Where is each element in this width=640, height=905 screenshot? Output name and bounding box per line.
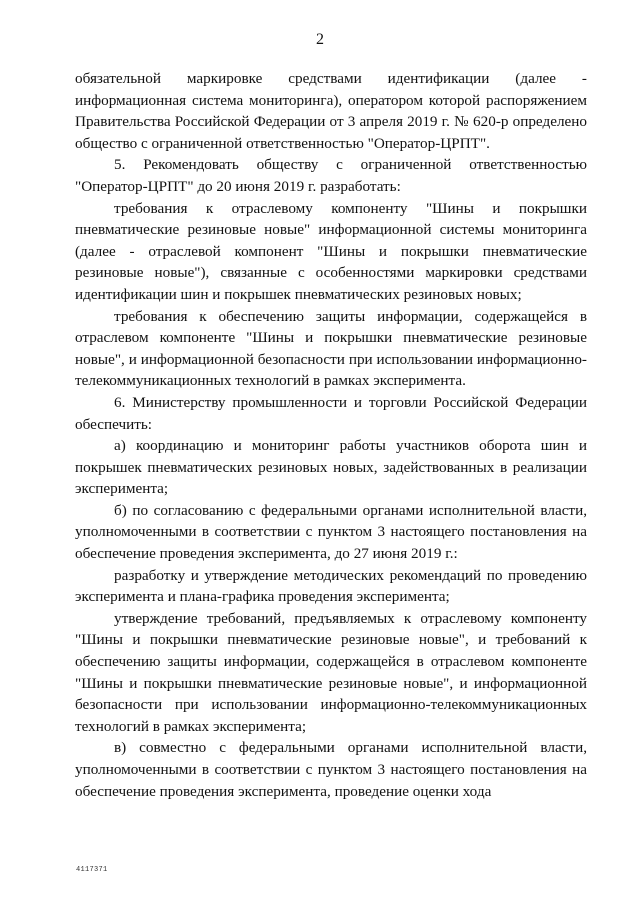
footer-document-code: 4117371 [76,866,108,874]
paragraph-item-6v: в) совместно с федеральными органами исполнительной власти, уполномоченными в соответствии с пунктом 3 настоящего постановления на обеспечение проведения эксперимента, проведение оценки хода [75,739,587,800]
paragraph-item-5: 5. Рекомендовать обществу с ограниченной ответственностью "Оператор-ЦРПТ" до 20 июня 2019 г. разработать: [75,156,587,195]
paragraph-requirements-security: требования к обеспечению защиты информации, содержащейся в отраслевом компоненте "Шины и покрышки пневматические резиновые новые", и информационной безопасности при использовании информационно-телекоммуникационных технологий в рамках эксперимента. [75,307,587,390]
paragraph-approval-requirements: утверждение требований, предъявляемых к отраслевому компоненту "Шины и покрышки пневматические резиновые новые", и требований к обеспечению защиты информации, содержащейся в отраслевом компоненте "Шины и покрышки пневматические резиновые новые", и информационной безопасности при использовании информационно-телекоммуникационных технологий в рамках эксперимента; [75,609,587,735]
paragraph-continuation: обязательной маркировке средствами идентификации (далее - информационная система мониторинга), оператором которой распоряжением Правительства Российской Федерации от 3 апреля 2019 г. № 620-р определено общество с ограниченной ответственностью "Оператор-ЦРПТ". [75,70,587,152]
page-number: 2 [316,31,324,48]
paragraph-item-6a: а) координацию и мониторинг работы участников оборота шин и покрышек пневматических резиновых новых, задействованных в реализации эксперимента; [75,437,587,498]
document-body [75,68,587,802]
paragraph-methodical-recommendations: разработку и утверждение методических рекомендаций по проведению эксперимента и плана-графика проведения эксперимента; [75,566,587,606]
paragraph-item-6b: б) по согласованию с федеральными органами исполнительной власти, уполномоченными в соответствии с пунктом 3 настоящего постановления на обеспечение проведения эксперимента, до 27 июня 2019 г.: [75,501,587,563]
paragraph-item-6: 6. Министерству промышленности и торговли Российской Федерации обеспечить: [75,393,587,433]
paragraph-requirements-component: требования к отраслевому компоненту "Шины и покрышки пневматические резиновые новые" информационной системы мониторинга (далее - отраслевой компонент "Шины и покрышки пневматические резиновые новые"), связанные с особенностями маркировки средствами идентификации шин и покрышек пневматических резиновых новых; [75,199,587,303]
